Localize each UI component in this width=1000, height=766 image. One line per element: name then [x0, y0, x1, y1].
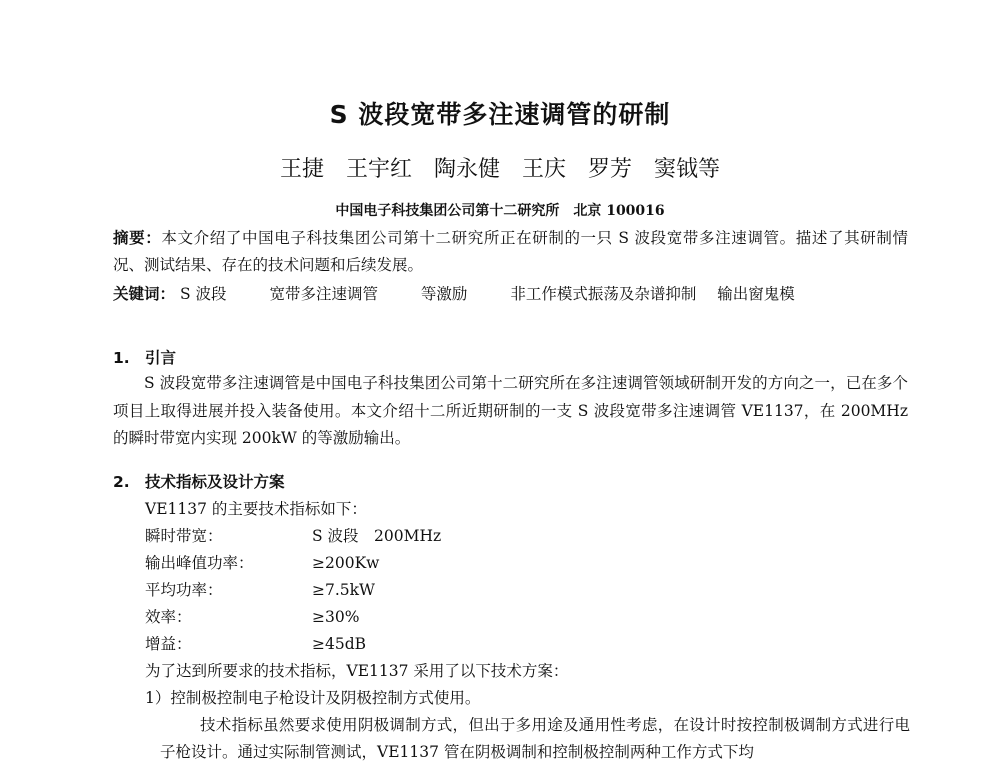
abstract-label: 摘要： [113, 229, 162, 247]
section-heading-1 [113, 346, 176, 368]
spec-row [145, 578, 375, 600]
spec-value: ≥7.5kW [312, 581, 375, 599]
spec-value: ≥30% [312, 608, 360, 626]
spec-value: ≥45dB [312, 635, 367, 653]
section-number: 2. [113, 473, 130, 491]
section-heading-2 [113, 470, 285, 492]
section-title: 技术指标及设计方案 [145, 473, 285, 491]
spec-key: 瞬时带宽： [145, 527, 223, 545]
keyword: S 波段 [179, 285, 227, 303]
spec-key: 输出峰值功率： [145, 554, 254, 572]
keyword: 宽带多注速调管 [269, 285, 378, 303]
spec-value: S 波段 200MHz [312, 527, 442, 545]
scheme-item-1: 1）控制极控制电子枪设计及阴极控制方式使用。 [145, 689, 481, 707]
keyword: 非工作模式振荡及杂谱抑制 [510, 285, 697, 303]
author-list: 王捷 王宇红 陶永健 王庆 罗芳 窦钺等 [279, 157, 720, 182]
scheme-intro: 为了达到所要求的技术指标，VE1137 采用了以下技术方案： [145, 662, 569, 680]
specs-intro: VE1137 的主要技术指标如下： [145, 500, 367, 518]
spec-key: 增益： [145, 635, 192, 653]
keywords [113, 282, 833, 304]
keywords-label: 关键词： [113, 285, 176, 303]
section-1-body: S 波段宽带多注速调管是中国电子科技集团公司第十二研究所在多注速调管领域研制开发的方向之一，已在多个项目上取得进展并投入装备使用。本文介绍十二所近期研制的一支 S 波段宽带多注速调管 VE1137，在 200MHz 的瞬时带宽内实现 200kW 的等激励输出。 [113, 374, 908, 447]
spec-row [145, 524, 441, 546]
abstract [113, 225, 908, 279]
section-number: 1. [113, 349, 130, 367]
abstract-text: 本文介绍了中国电子科技集团公司第十二研究所正在研制的一只 S 波段宽带多注速调管。描述了其研制情况、测试结果、存在的技术问题和后续发展。 [113, 229, 908, 274]
keyword: 输出窗鬼模 [717, 285, 795, 303]
affiliation: 中国电子科技集团公司第十二研究所 北京 100016 [335, 203, 665, 219]
spec-key: 平均功率： [145, 581, 223, 599]
spec-value: ≥200Kw [312, 554, 380, 572]
keyword: 等激励 [420, 285, 468, 303]
scheme-item-1-body: 技术指标虽然要求使用阴极调制方式，但出于多用途及通用性考虑，在设计时按控制极调制方式进行电子枪设计。通过实际制管测试，VE1137 管在阴极调制和控制极控制两种工作方式下均 [160, 716, 910, 761]
spec-row [145, 632, 366, 654]
paper-title: S 波段宽带多注速调管的研制 [329, 100, 671, 129]
spec-row [145, 605, 359, 627]
spec-key: 效率： [145, 608, 192, 626]
spec-row [145, 551, 379, 573]
section-title: 引言 [145, 349, 177, 367]
